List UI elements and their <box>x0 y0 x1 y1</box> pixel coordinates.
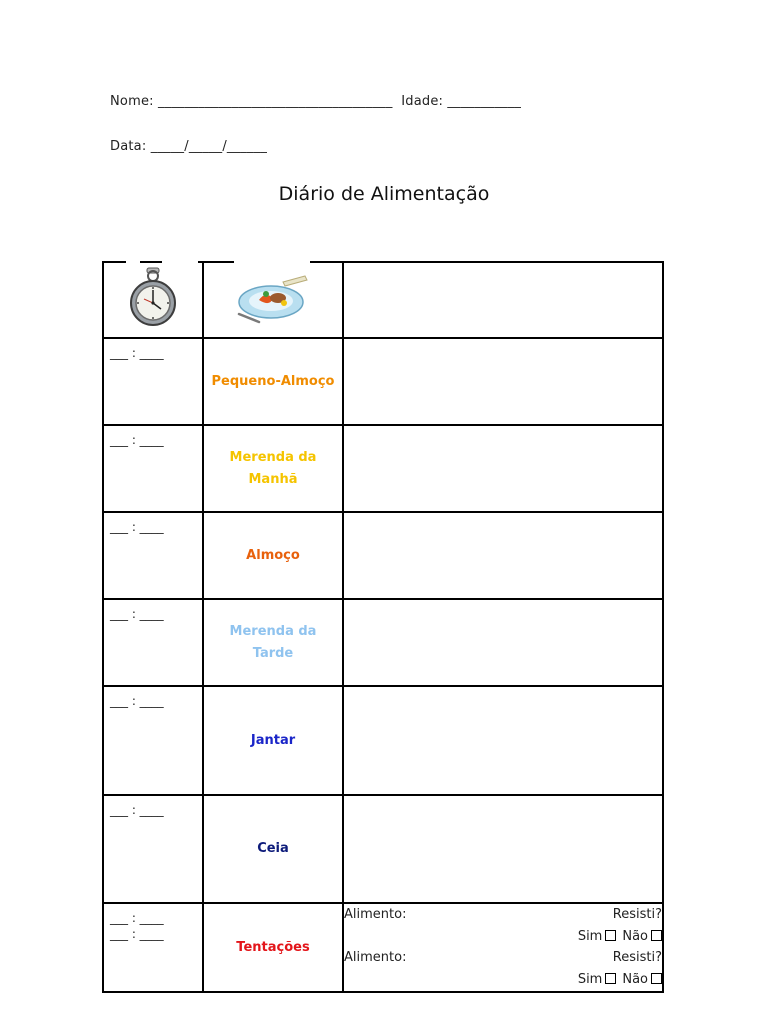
meal-row <box>103 795 663 903</box>
border-gap <box>234 259 310 263</box>
meal-label: Ceia <box>203 795 343 903</box>
meal-label: Pequeno-Almoço <box>203 338 343 425</box>
meal-label: Almoço <box>203 512 343 599</box>
clock-header-cell <box>103 262 203 338</box>
plate-of-food-icon <box>233 270 313 326</box>
page-title: Diário de Alimentação <box>278 183 490 205</box>
name-age-line[interactable]: Nome: ___________________________________ Idade: ___________ <box>110 94 522 109</box>
border-gap <box>126 259 140 263</box>
meal-row <box>103 512 663 599</box>
food-label: Alimento: <box>344 950 407 965</box>
meal-notes-cell[interactable] <box>343 686 663 795</box>
meal-notes-cell[interactable] <box>343 425 663 512</box>
meal-notes-cell[interactable] <box>343 512 663 599</box>
no-checkbox[interactable] <box>651 930 662 941</box>
meal-row <box>103 338 663 425</box>
meal-label: Merenda da Tarde <box>203 599 343 686</box>
no-checkbox[interactable] <box>651 973 662 984</box>
meal-notes-cell[interactable] <box>343 599 663 686</box>
meal-row <box>103 686 663 795</box>
no-label: Não <box>622 928 648 944</box>
yes-no-choice <box>344 969 662 991</box>
no-label: Não <box>622 971 648 987</box>
time-cell[interactable]: ___ : ____ <box>103 795 203 903</box>
temptation-time-cell[interactable]: ___ : ____ ___ : ____ <box>103 903 203 992</box>
stopwatch-icon <box>128 266 178 330</box>
temptations-label: Tentações <box>203 903 343 992</box>
time-cell[interactable]: ___ : ____ <box>103 338 203 425</box>
food-diary-table <box>102 261 664 993</box>
yes-label: Sim <box>577 928 603 944</box>
time-cell[interactable]: ___ : ____ <box>103 686 203 795</box>
temptations-row <box>103 903 663 992</box>
yes-no-choice <box>344 926 662 948</box>
meal-notes-cell[interactable] <box>343 795 663 903</box>
yes-label: Sim <box>577 971 603 987</box>
meal-row <box>103 425 663 512</box>
icon-row <box>103 262 663 338</box>
date-line[interactable]: Data: _____/_____/______ <box>110 139 268 154</box>
meal-row <box>103 599 663 686</box>
time-cell[interactable]: ___ : ____ <box>103 512 203 599</box>
meal-label: Jantar <box>203 686 343 795</box>
border-gap <box>162 259 198 263</box>
food-label: Alimento: <box>344 907 407 922</box>
time-cell[interactable]: ___ : ____ <box>103 599 203 686</box>
resisted-label: Resisti? <box>612 950 662 965</box>
yes-checkbox[interactable] <box>605 973 616 984</box>
time-cell[interactable]: ___ : ____ <box>103 425 203 512</box>
resisted-label: Resisti? <box>612 907 662 922</box>
meal-header-cell <box>203 262 343 338</box>
meal-notes-cell[interactable] <box>343 338 663 425</box>
meal-label: Merenda da Manhã <box>203 425 343 512</box>
temptations-notes-cell[interactable] <box>343 903 663 992</box>
notes-header-cell <box>343 262 663 338</box>
yes-checkbox[interactable] <box>605 930 616 941</box>
